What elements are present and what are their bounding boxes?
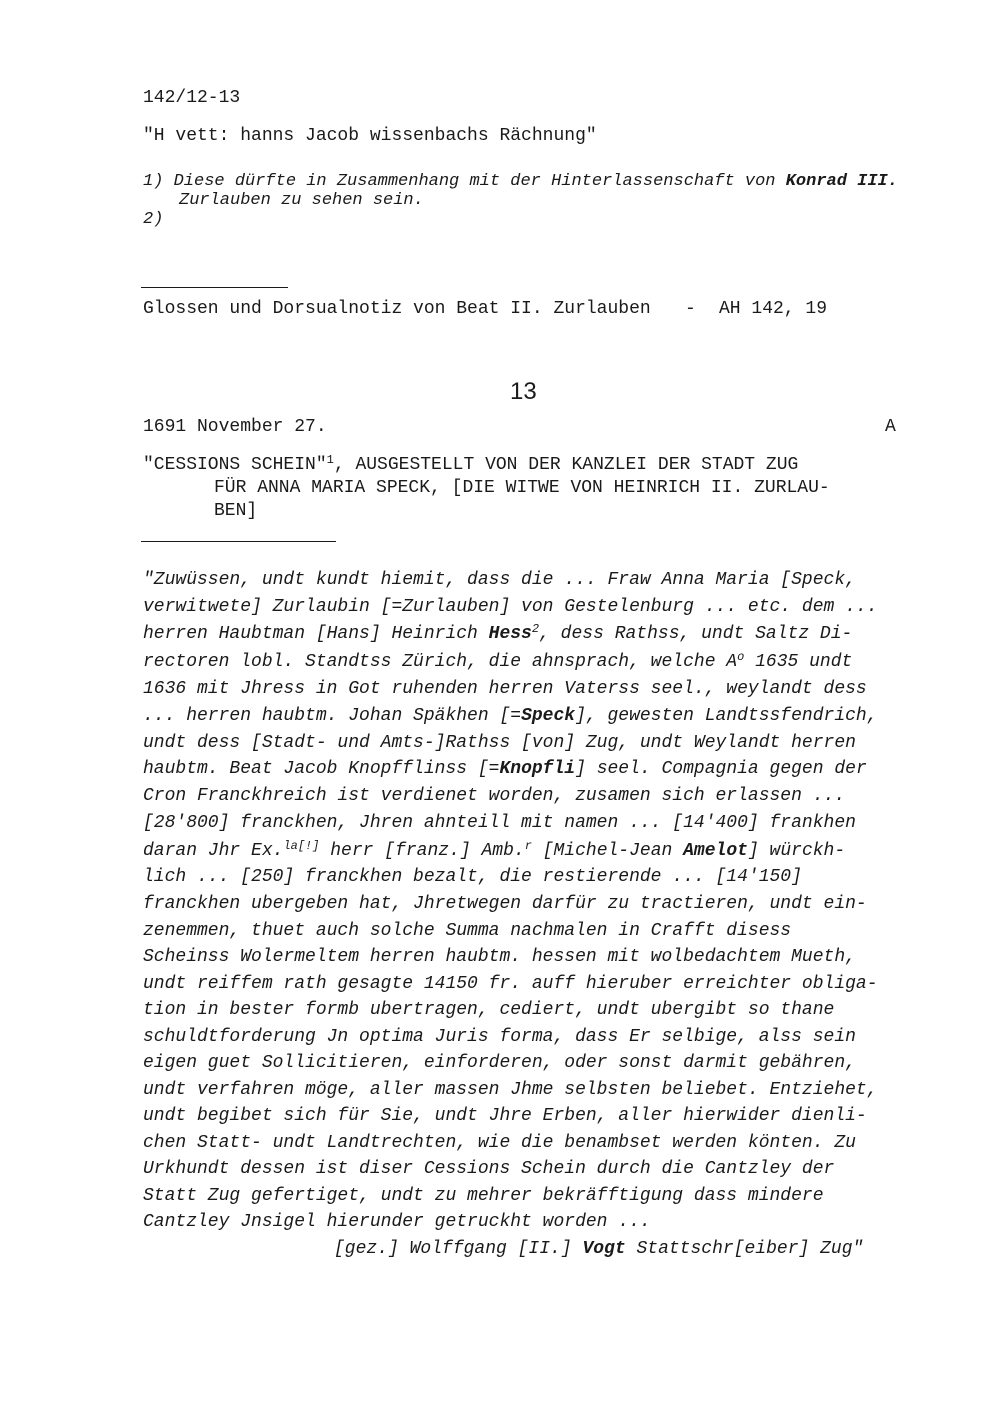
body-line: "Zuwüssen, undt kundt hiemit, dass die ... Fraw Anna Maria [Speck, [143, 570, 856, 590]
body-line [143, 650, 853, 672]
body-text: herren Haubtman [Hans] Heinrich [143, 624, 489, 644]
body-line: undt verfahren möge, aller massen Jhme selbsten beliebet. Entziehet, [143, 1080, 878, 1100]
body-line: Scheinss Wolermeltem herren haubtm. hessen mit wolbedachtem Mueth, [143, 947, 856, 967]
body-line: [28'800] franckhen, Jhren ahnteill mit namen ... [14'400] frankhen [143, 813, 856, 833]
body-line: undt dess [Stadt- und Amts-]Rathss [von] Zug, undt Weylandt herren [143, 733, 856, 753]
footnote-ref: 2 [531, 622, 540, 636]
body-line: undt begibet sich für Sie, undt Jhre Erben, aller hierwider dienli- [143, 1106, 867, 1126]
body-text: ], gewesten Landtssfendrich, [575, 706, 878, 726]
signature-text: Stattschr[eiber] Zug" [625, 1239, 864, 1259]
body-text: rectoren lobl. Standtss Zürich, die ahnsprach, welche A [143, 652, 738, 672]
document-reference: 142/12-13 [143, 88, 241, 108]
body-text: [Michel-Jean [531, 841, 684, 861]
superscript: o [737, 650, 745, 664]
body-line [143, 839, 846, 861]
entry-title-rest: , AUSGESTELLT VON DER KANZLEI DER STADT ZUG [333, 455, 799, 475]
body-line [143, 622, 853, 644]
footnote-1-marker: 1) [143, 172, 164, 191]
footnote-1-text: Diese dürfte in Zusammenhang mit der Hinterlassenschaft von [173, 172, 776, 191]
footnote-2-marker: 2) [143, 210, 164, 229]
title-separator-rule [141, 541, 336, 542]
body-line: zenemmen, thuet auch solche Summa nachmalen in Crafft disess [143, 921, 792, 941]
signature-line [334, 1240, 863, 1258]
body-line: Cron Franckhreich ist verdienet worden, zusamen sich erlassen ... [143, 786, 846, 806]
entry-title-quote: "CESSIONS SCHEIN" [143, 455, 327, 475]
footnote-separator-rule [141, 287, 288, 288]
bold-name-vogt: Vogt [582, 1239, 626, 1259]
body-line: schuldtforderung Jn optima Juris forma, dass Er selbige, alss sein [143, 1027, 856, 1047]
footnote-1-bold-name: Konrad III. [785, 172, 898, 191]
body-text: 1635 undt [744, 652, 853, 672]
body-line [143, 707, 878, 725]
entry-number: 13 [510, 378, 537, 405]
signature-text: [gez.] Wolffgang [II.] [334, 1239, 583, 1259]
bold-name-amelot: Amelot [683, 841, 748, 861]
body-text: herr [franz.] Amb. [319, 841, 525, 861]
bold-name-speck: Speck [521, 706, 576, 726]
body-line: verwitwete] Zurlaubin [=Zurlauben] von Gestelenburg ... etc. dem ... [143, 597, 878, 617]
body-line: tion in bester formb ubertragen, cediert, undt ubergibt so thane [143, 1000, 835, 1020]
body-text: haubtm. Beat Jacob Knopfflinss [= [143, 759, 500, 779]
body-text: , dess Rathss, undt Saltz Di- [539, 624, 853, 644]
body-line: chen Statt- undt Landtrechten, wie die benambset werden könten. Zu [143, 1133, 856, 1153]
footnote-1 [143, 173, 898, 190]
body-text: ] würckh- [747, 841, 846, 861]
body-line: franckhen ubergeben hat, Jhretwegen darfür zu tractieren, undt ein- [143, 894, 867, 914]
body-line: undt reiffem rath gesagte 14150 fr. auff hieruber erreichter obliga- [143, 974, 878, 994]
entry-date: 1691 November 27. [143, 417, 327, 437]
body-line [143, 760, 867, 778]
entry-title-line-1 [143, 453, 799, 475]
body-line: 1636 mit Jhress in Got ruhenden herren Vaterss seel., weylandt dess [143, 679, 867, 699]
dorsal-quote: "H vett: hanns Jacob wissenbachs Rächnung" [143, 126, 597, 146]
body-text: ] seel. Compagnia gegen der [575, 759, 867, 779]
body-line: eigen guet Sollicitieren, einforderen, oder sonst darmit gebähren, [143, 1053, 856, 1073]
body-text: daran Jhr Ex. [143, 841, 284, 861]
superscript: r [524, 839, 532, 853]
entry-title-line-3: BEN] [214, 501, 258, 521]
footnote-1-continuation: Zurlauben zu sehen sein. [179, 191, 424, 210]
title-footnote-ref: 1 [326, 453, 334, 467]
superscript: la[!] [283, 839, 320, 853]
body-line: Urkhundt dessen ist diser Cessions Schein durch die Cantzley der [143, 1159, 835, 1179]
gloss-text: Glossen und Dorsualnotiz von Beat II. Zurlauben [143, 299, 651, 319]
entry-marker: A [885, 417, 896, 437]
body-line: lich ... [250] franckhen bezalt, die restierende ... [14'150] [143, 867, 802, 887]
gloss-line [143, 300, 651, 318]
bold-name-knopfli: Knopfli [499, 759, 576, 779]
body-line: Cantzley Jnsigel hierunder getruckht worden ... [143, 1212, 651, 1232]
body-line: Statt Zug gefertiget, undt zu mehrer bekräfftigung dass mindere [143, 1186, 824, 1206]
gloss-dash: - [685, 299, 696, 319]
entry-title-line-2: FÜR ANNA MARIA SPECK, [DIE WITWE VON HEINRICH II. ZURLAU- [214, 478, 830, 498]
gloss-archive-ref: AH 142, 19 [719, 299, 828, 319]
body-text: ... herren haubtm. Johan Späkhen [= [143, 706, 522, 726]
bold-name-hess: Hess [488, 624, 532, 644]
